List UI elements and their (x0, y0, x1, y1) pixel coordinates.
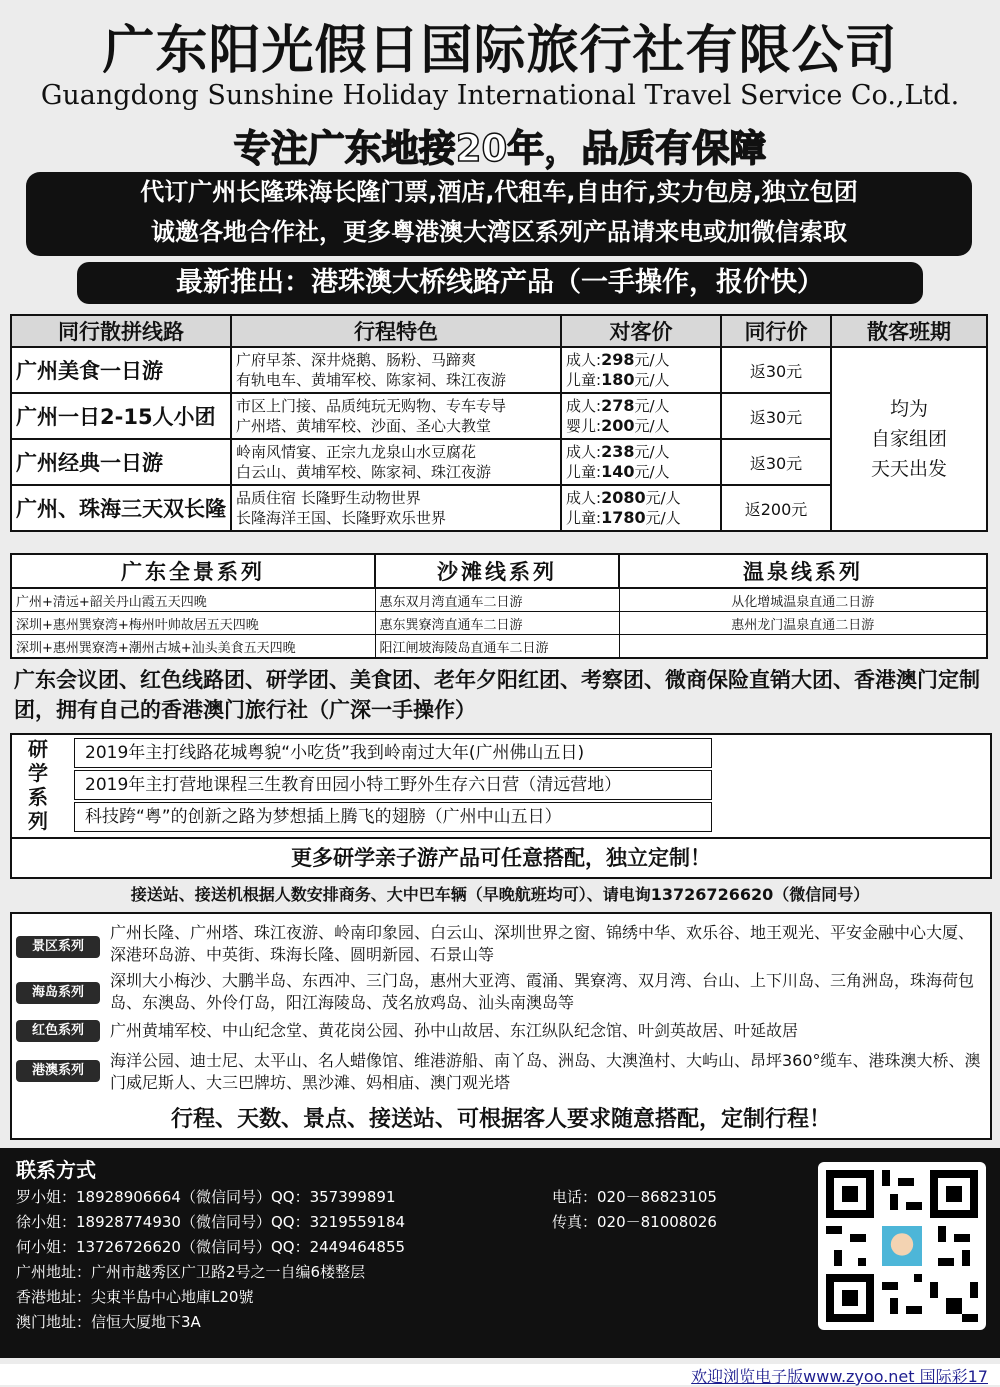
customer-price (561, 347, 721, 393)
feature-line: 广州塔、黄埔军校、沙面、圣心大教堂 (236, 417, 492, 435)
price-value: 298 (601, 350, 635, 369)
price-value: 2080 (601, 488, 646, 507)
services-line-1: 代订广州长隆珠海长隆门票,酒店,代租车,自由行,实力包房,独立包团 (140, 178, 858, 206)
services-line-2: 诚邀各地合作社，更多粤港澳大湾区系列产品请来电或加微信索取 (151, 218, 847, 246)
price-label: 儿童: (566, 509, 602, 527)
price-unit: 元/人 (634, 351, 670, 369)
col-customer-price: 对客价 (561, 315, 721, 347)
price-unit: 元/人 (645, 489, 681, 507)
group-types: 广东会议团、红色线路团、研学团、美食团、老年夕阳红团、考察团、微商保险直销大团、香港澳门定制团，拥有自己的香港澳门旅行社（广深一手操作） (14, 668, 980, 722)
table-row (11, 612, 987, 635)
price-unit: 元/人 (634, 417, 670, 435)
attractions-section (10, 912, 992, 1140)
route-features (231, 393, 561, 439)
peer-price: 返30元 (721, 347, 831, 393)
route-name: 广州经典一日游 (11, 439, 231, 485)
col-panorama: 广东全景系列 (11, 554, 375, 588)
price-unit: 元/人 (645, 509, 681, 527)
feature-line: 岭南风情宴、正宗九龙泉山水豆腐花 (236, 443, 477, 461)
contact-xu: 徐小姐：18928774930（微信同号）QQ：3219559184 (16, 1213, 406, 1231)
price-label: 成人: (566, 397, 602, 415)
price-value: 180 (601, 370, 635, 389)
col-peer-price: 同行价 (721, 315, 831, 347)
price-label: 儿童: (566, 463, 602, 481)
col-beach: 沙滩线系列 (375, 554, 619, 588)
price-value: 278 (601, 396, 635, 415)
route-name: 广州美食一日游 (11, 347, 231, 393)
series-cell: 惠东双月湾直通车二日游 (375, 588, 619, 612)
schedule-line: 自家组团 (870, 428, 947, 450)
col-hot-spring: 温泉线系列 (619, 554, 987, 588)
phone-number: 电话：020－86823105 (552, 1188, 717, 1206)
route-table (10, 314, 988, 532)
price-value: 140 (601, 462, 635, 481)
series-cell: 惠州龙门温泉直通二日游 (619, 612, 987, 635)
series-cell: 从化增城温泉直通二日游 (619, 588, 987, 612)
hkmo-text: 海洋公园、迪士尼、太平山、名人蜡像馆、维港游船、南丫岛、洲岛、大澳渔村、大屿山、昂坪360°缆车、港珠澳大桥、澳门威尼斯人、大三巴牌坊、黑沙滩、妈相庙、澳门观光塔 (110, 1051, 981, 1092)
price-value: 238 (601, 442, 635, 461)
red-tag: 红色系列 (16, 1020, 100, 1042)
series-table (10, 553, 988, 659)
peer-price: 返30元 (721, 393, 831, 439)
qr-code-icon (818, 1162, 986, 1330)
route-features (231, 347, 561, 393)
feature-line: 有轨电车、黄埔军校、陈家祠、珠江夜游 (236, 371, 507, 389)
route-features (231, 485, 561, 531)
company-title-cn: 广东阳光假日国际旅行社有限公司 (102, 21, 898, 81)
customer-price (561, 393, 721, 439)
route-name: 广州、珠海三天双长隆 (11, 485, 231, 531)
customer-price (561, 485, 721, 531)
new-launch-banner: 最新推出：港珠澳大桥线路产品（一手操作，报价快） (77, 262, 923, 304)
series-cell: 深圳+惠州巽寮湾+梅州叶帅故居五天四晚 (11, 612, 375, 635)
qr-code-graphic (818, 1162, 986, 1330)
price-label: 儿童: (566, 371, 602, 389)
contact-heading: 联系方式 (16, 1158, 96, 1182)
feature-line: 长隆海洋王国、长隆野欢乐世界 (236, 509, 447, 527)
contact-he: 何小姐：13726726620（微信同号）QQ：2449464855 (16, 1238, 406, 1256)
price-value: 1780 (601, 508, 646, 527)
customer-price (561, 439, 721, 485)
col-feature: 行程特色 (231, 315, 561, 347)
services-box (26, 172, 972, 256)
col-route: 同行散拼线路 (11, 315, 231, 347)
price-value: 200 (601, 416, 635, 435)
price-unit: 元/人 (634, 397, 670, 415)
col-schedule: 散客班期 (831, 315, 987, 347)
macau-address: 澳门地址：信恒大厦地下3A (16, 1313, 201, 1331)
study-label: 研学系列 (28, 737, 48, 833)
series-table-header (11, 554, 987, 588)
peer-price: 返200元 (721, 485, 831, 531)
guangzhou-address: 广州地址：广州市越秀区广卫路2号之一自编6楼整层 (16, 1263, 366, 1281)
contact-section (0, 1148, 1000, 1358)
footer-bar (0, 1364, 1000, 1385)
route-table-header (11, 315, 987, 347)
island-text: 深圳大小梅沙、大鹏半岛、东西冲、三门岛，惠州大亚湾、霞涌、巽寮湾、双月湾、台山、上下川岛、三角洲岛，珠海荷包岛、东澳岛、外伶仃岛，阳江海陵岛、茂名放鸡岛、汕头南澳岛等 (110, 971, 975, 1012)
red-text: 广州黄埔军校、中山纪念堂、黄花岗公园、孙中山故居、东江纵队纪念馆、叶剑英故居、叶延故居 (110, 1021, 799, 1040)
table-row (11, 588, 987, 612)
schedule-line: 均为 (889, 398, 928, 420)
transfer-info: 接送站、接送机根据人数安排商务、大中巴车辆（早晚航班均可）、请电询13726726620（微信同号） (130, 885, 870, 904)
price-unit: 元/人 (634, 463, 670, 481)
peer-price: 返30元 (721, 439, 831, 485)
feature-line: 白云山、黄埔军校、陈家祠、珠江夜游 (236, 463, 492, 481)
price-label: 成人: (566, 443, 602, 461)
route-name: 广州一日2-15人小团 (11, 393, 231, 439)
series-cell: 阳江闸坡海陵岛直通车二日游 (375, 635, 619, 659)
price-unit: 元/人 (634, 443, 670, 461)
study-row: 科技跨“粤”的创新之路为梦想插上腾飞的翅膀（广州中山五日） (74, 802, 712, 832)
scenic-text: 广州长隆、广州塔、珠江夜游、岭南印象园、白云山、深圳世界之窗、锦绣中华、欢乐谷、地王观光、平安金融中心大厦、深港环岛游、中英街、珠海长隆、圆明新园、石景山等 (110, 923, 975, 964)
contact-luo: 罗小姐：18928906664（微信同号）QQ：357399891 (16, 1188, 396, 1206)
price-label: 婴儿: (566, 417, 602, 435)
study-more: 更多研学亲子游产品可任意搭配，独立定制！ (12, 837, 990, 877)
series-cell: 广州+清远+韶关丹山霞五天四晚 (11, 588, 375, 612)
company-title-en: Guangdong Sunshine Holiday International Travel Service Co.,Ltd. (40, 80, 960, 111)
series-cell (619, 635, 987, 659)
website-link[interactable]: 欢迎浏览电子版www.zyoo.net 国际彩17 (691, 1367, 988, 1386)
series-cell: 惠东巽寮湾直通车二日游 (375, 612, 619, 635)
custom-itinerary: 行程、天数、景点、接送站、可根据客人要求随意搭配，定制行程！ (170, 1107, 831, 1132)
feature-line: 市区上门接、品质纯玩无购物、专车专导 (236, 397, 507, 415)
feature-line: 品质住宿 长隆野生动物世界 (236, 489, 421, 507)
study-tour-section (10, 733, 992, 879)
study-row: 2019年主打营地课程三生教育田园小特工野外生存六日营（清远营地） (74, 770, 712, 800)
schedule-cell (831, 347, 987, 531)
feature-line: 广府早茶、深井烧鹅、肠粉、马蹄爽 (236, 351, 477, 369)
schedule-line: 天天出发 (870, 458, 947, 480)
island-tag: 海岛系列 (16, 982, 100, 1004)
price-label: 成人: (566, 351, 602, 369)
scenic-tag: 景区系列 (16, 936, 100, 958)
study-row: 2019年主打线路花城粤貌“小吃货”我到岭南过大年(广州佛山五日) (74, 738, 712, 768)
price-label: 成人: (566, 489, 602, 507)
series-cell: 深圳+惠州巽寮湾+潮州古城+汕头美食五天四晚 (11, 635, 375, 659)
hongkong-address: 香港地址：尖東半島中心地庫L20號 (16, 1288, 254, 1306)
route-features (231, 439, 561, 485)
slogan: 专注广东地接20年，品质有保障 (233, 127, 767, 170)
hkmo-tag: 港澳系列 (16, 1060, 100, 1082)
table-row (11, 347, 987, 393)
fax-number: 传真：020－81008026 (552, 1213, 717, 1231)
price-unit: 元/人 (634, 371, 670, 389)
table-row (11, 635, 987, 659)
